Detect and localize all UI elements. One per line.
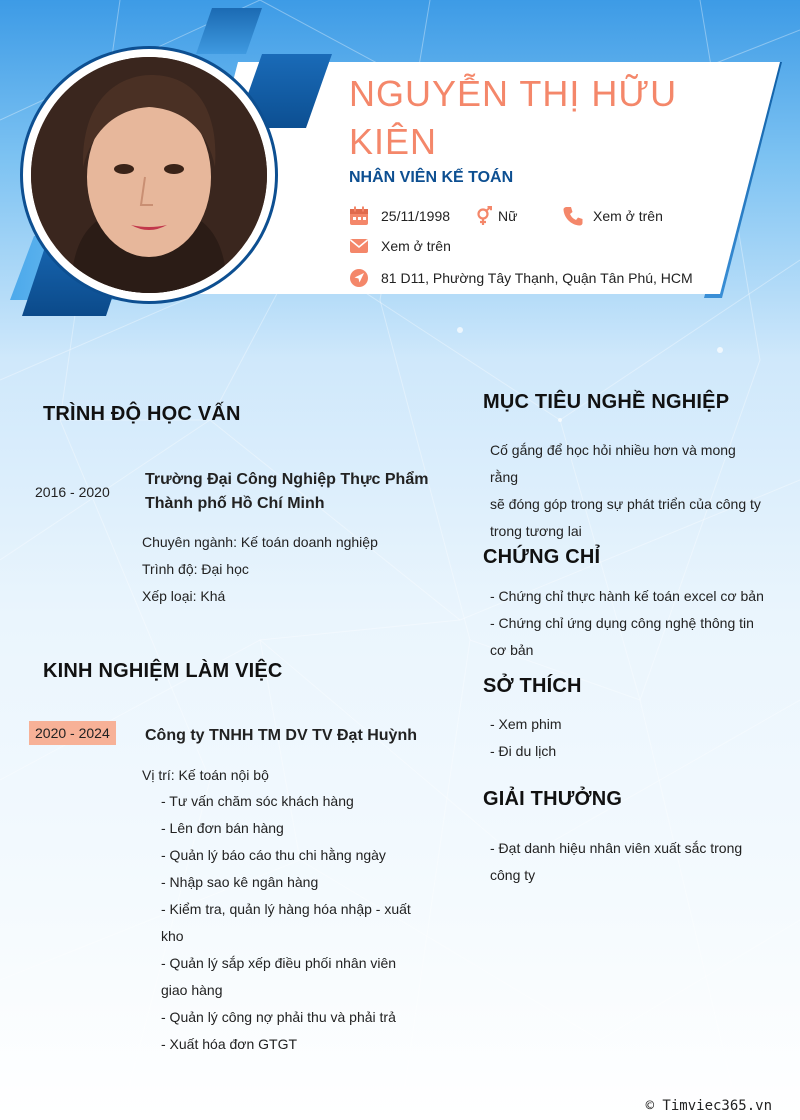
certificates-heading: CHỨNG CHỈ bbox=[483, 546, 601, 568]
duty-item: - Tư vấn chăm sóc khách hàng bbox=[161, 793, 354, 809]
birthdate-value: 25/11/1998 bbox=[381, 208, 451, 224]
gender-row bbox=[474, 206, 517, 226]
hobbies-list bbox=[490, 711, 562, 765]
duty-item: - Quản lý sắp xếp điều phối nhân viên bbox=[161, 955, 397, 971]
education-years: 2016 - 2020 bbox=[35, 484, 110, 500]
avatar-portrait bbox=[31, 57, 267, 293]
experience-position: Vị trí: Kế toán nội bộ bbox=[142, 767, 269, 783]
duty-item: - Kiểm tra, quản lý hàng hóa nhập - xuất bbox=[161, 901, 411, 917]
experience-years bbox=[29, 725, 116, 741]
objective-line: sẽ đóng góp trong sự phát triển của công ty bbox=[490, 496, 761, 512]
address-row bbox=[349, 268, 693, 288]
location-icon bbox=[349, 268, 369, 288]
job-title: NHÂN VIÊN KẾ TOÁN bbox=[349, 169, 514, 186]
email-icon bbox=[349, 236, 369, 256]
certificates-list bbox=[490, 583, 766, 664]
experience-years-badge: 2020 - 2024 bbox=[29, 721, 116, 745]
birthdate-row bbox=[349, 206, 450, 226]
duty-item: giao hàng bbox=[161, 982, 223, 998]
experience-duties bbox=[161, 788, 421, 1058]
awards-list bbox=[490, 835, 766, 889]
gender-icon bbox=[474, 206, 494, 226]
duty-item: - Quản lý báo cáo thu chi hằng ngày bbox=[161, 847, 386, 863]
school-line: Trường Đại Công Nghiệp Thực Phẩm bbox=[145, 471, 429, 488]
duty-item: - Quản lý công nợ phải thu và phải trả bbox=[161, 1009, 396, 1025]
education-details bbox=[142, 529, 378, 610]
certificate-item: - Chứng chỉ ứng dụng công nghệ thông tin bbox=[490, 615, 754, 631]
duty-item: - Nhập sao kê ngân hàng bbox=[161, 874, 319, 890]
email-value: Xem ở trên bbox=[381, 238, 451, 254]
calendar-icon bbox=[349, 206, 369, 226]
objective-heading: MỤC TIÊU NGHỀ NGHIỆP bbox=[483, 391, 730, 413]
phone-value: Xem ở trên bbox=[593, 208, 663, 224]
footer-credit: © Timviec365.vn bbox=[645, 1098, 772, 1114]
experience-company: Công ty TNHH TM DV TV Đạt Huỳnh bbox=[145, 727, 417, 744]
candidate-name: NGUYỄN THỊ HỮU KIÊN bbox=[349, 73, 678, 162]
gender-value: Nữ bbox=[498, 208, 518, 224]
hobby-item: - Đi du lịch bbox=[490, 743, 557, 759]
email-row bbox=[349, 236, 451, 256]
certificate-item: cơ bản bbox=[490, 642, 534, 658]
phone-icon bbox=[563, 206, 583, 226]
duty-item: kho bbox=[161, 928, 184, 944]
certificate-item: - Chứng chỉ thực hành kế toán excel cơ bản bbox=[490, 588, 764, 604]
experience-heading: KINH NGHIỆM LÀM VIỆC bbox=[43, 660, 283, 682]
objective-line: Cố gắng để học hỏi nhiều hơn và mong rằng bbox=[490, 442, 736, 485]
awards-heading: GIẢI THƯỞNG bbox=[483, 788, 623, 810]
duty-item: - Xuất hóa đơn GTGT bbox=[161, 1036, 298, 1052]
objective-text bbox=[490, 437, 766, 545]
hobby-item: - Xem phim bbox=[490, 716, 562, 732]
education-rank: Xếp loại: Khá bbox=[142, 588, 226, 604]
award-item: công ty bbox=[490, 867, 536, 883]
education-major: Chuyên ngành: Kế toán doanh nghiệp bbox=[142, 534, 378, 550]
education-school bbox=[145, 468, 428, 516]
avatar bbox=[31, 57, 267, 293]
phone-row bbox=[563, 206, 663, 226]
education-level: Trình độ: Đại học bbox=[142, 561, 249, 577]
address-value: 81 D11, Phường Tây Thạnh, Quận Tân Phú, HCM bbox=[381, 270, 693, 286]
objective-line: trong tương lai bbox=[490, 523, 582, 539]
duty-item: - Lên đơn bán hàng bbox=[161, 820, 284, 836]
award-item: - Đạt danh hiệu nhân viên xuất sắc trong bbox=[490, 840, 743, 856]
hobbies-heading: SỞ THÍCH bbox=[483, 675, 582, 697]
education-heading: TRÌNH ĐỘ HỌC VẤN bbox=[43, 403, 241, 425]
school-line: Thành phố Hồ Chí Minh bbox=[145, 495, 325, 512]
